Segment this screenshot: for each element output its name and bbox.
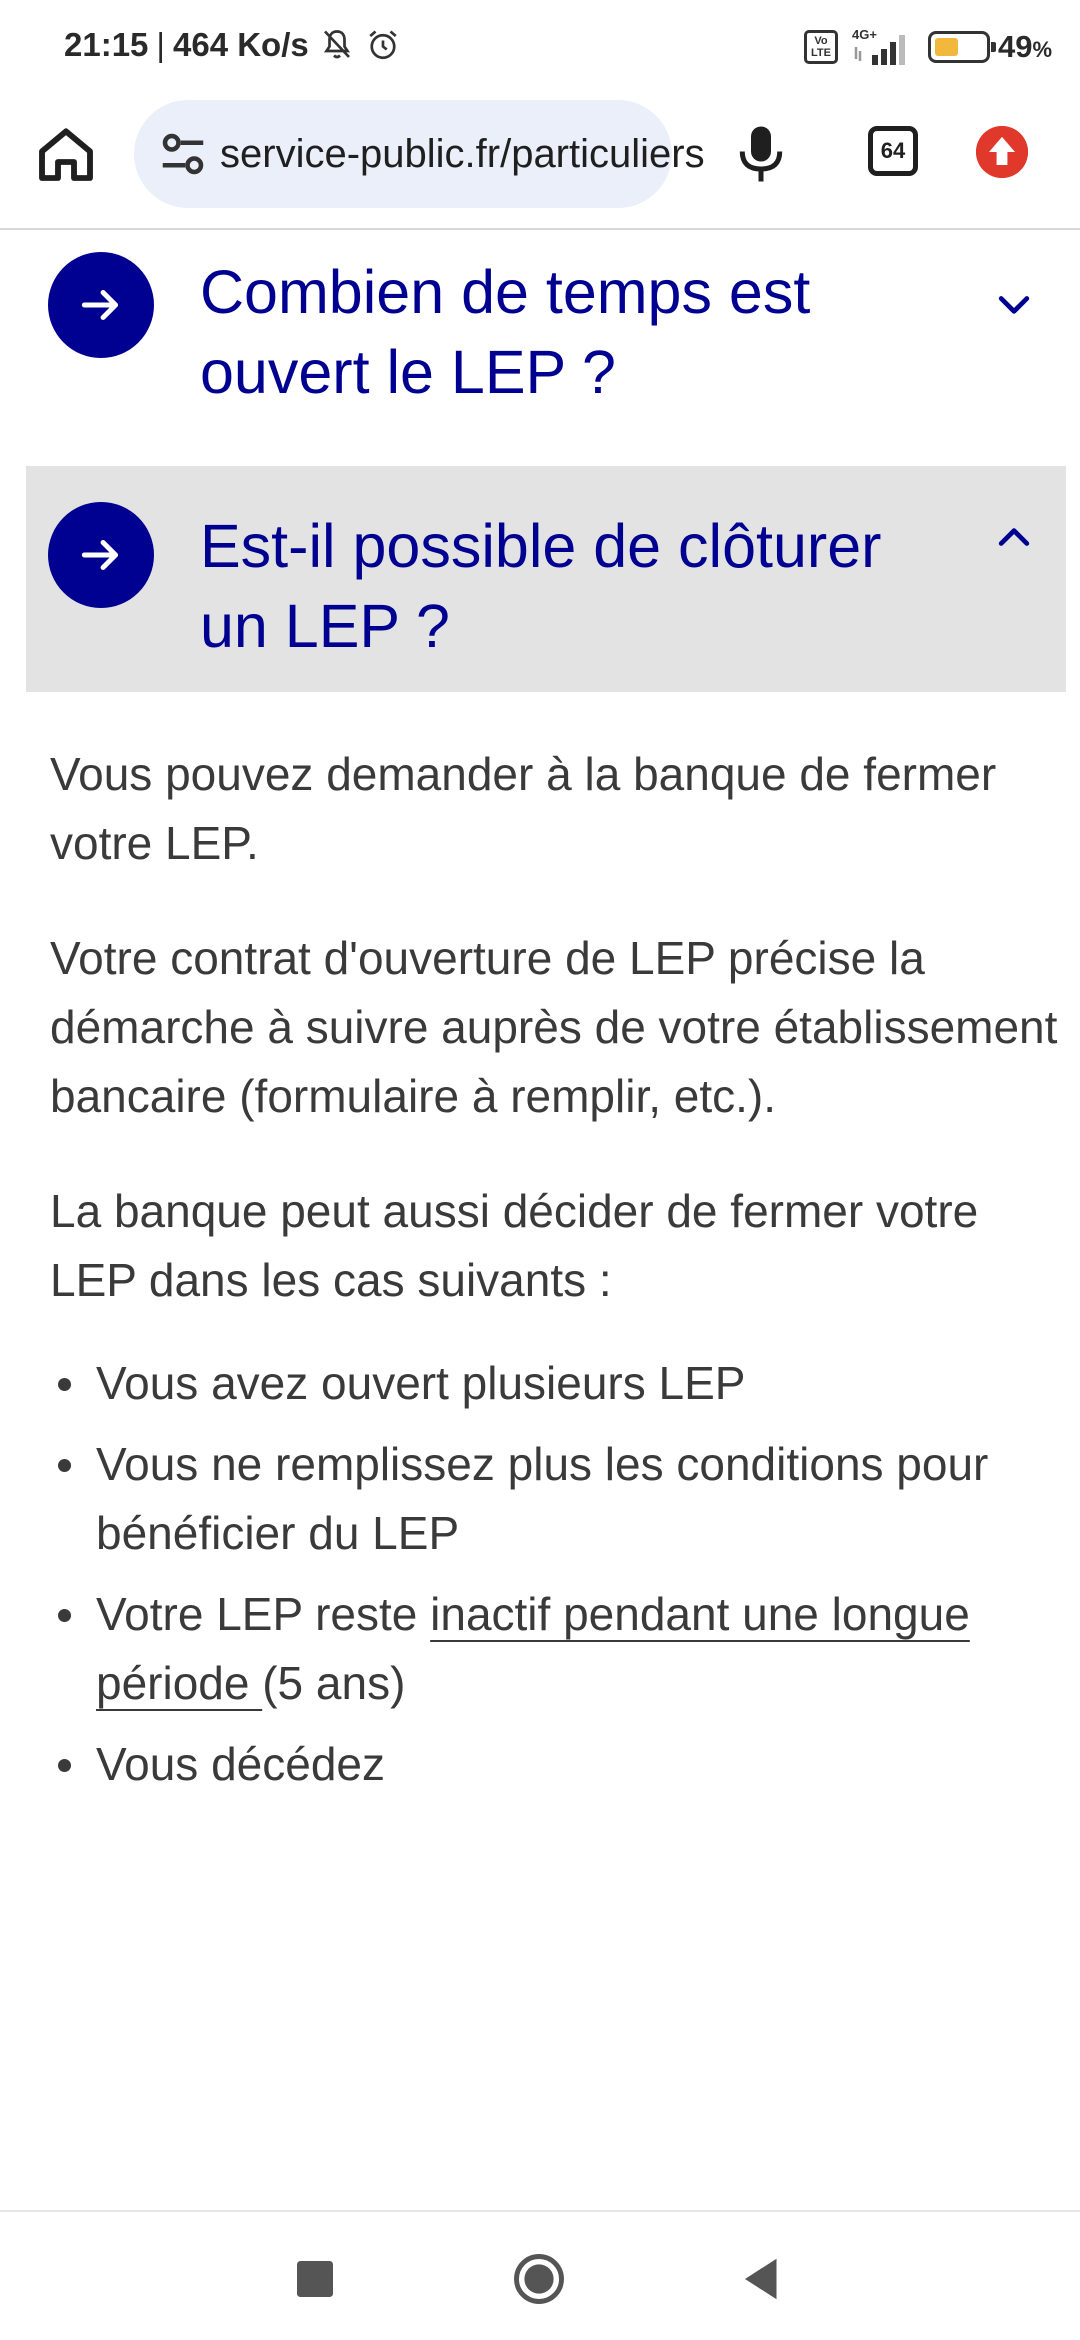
browser-toolbar — [0, 96, 1080, 230]
volte-badge: Vo LTE — [804, 30, 838, 64]
accordion-item-duree[interactable] — [26, 232, 1066, 418]
list-item: Vous avez ouvert plusieurs LEP — [50, 1349, 1070, 1418]
network-speed: 464 Ko/s — [172, 26, 309, 63]
battery — [928, 29, 1052, 65]
cases-list — [50, 1349, 1070, 1799]
accordion-content — [50, 740, 1070, 1811]
battery-icon — [928, 31, 990, 63]
recents-icon[interactable] — [288, 2252, 342, 2306]
site-settings-icon[interactable] — [156, 127, 210, 181]
battery-fill — [935, 38, 959, 56]
paragraph-1: Vous pouvez demander à la banque de fermer votre LEP. — [50, 748, 997, 869]
arrow-right-icon — [48, 502, 154, 608]
back-icon[interactable] — [736, 2252, 790, 2306]
list-item: Vous ne remplissez plus les conditions pour bénéficier du LEP — [50, 1430, 1070, 1568]
chevron-down-icon[interactable] — [992, 282, 1036, 326]
status-bar — [0, 0, 1080, 96]
chevron-up-icon[interactable] — [992, 516, 1036, 560]
status-left — [64, 26, 401, 64]
accordion-title[interactable]: Combien de temps est ouvert le LEP ? — [200, 258, 811, 406]
clock: 21:15 — [64, 26, 149, 63]
microphone-icon[interactable] — [736, 124, 786, 184]
bell-off-icon — [319, 27, 355, 63]
home-icon[interactable] — [34, 122, 98, 186]
list-item: Votre LEP reste inactif pendant une longue période (5 ans) — [50, 1580, 1070, 1718]
signal-icon — [850, 27, 916, 67]
list-item: Vous décédez — [50, 1730, 1070, 1799]
battery-percent: 49% — [997, 29, 1052, 64]
home-button-icon[interactable] — [512, 2252, 566, 2306]
url-text[interactable]: service-public.fr/particuliers — [220, 131, 705, 176]
status-right — [804, 24, 1052, 70]
accordion-item-cloture[interactable] — [26, 466, 1066, 692]
paragraph-3: La banque peut aussi décider de fermer votre LEP dans les cas suivants : — [50, 1185, 979, 1306]
navigation-bar — [0, 2210, 1080, 2340]
update-arrow-icon[interactable] — [976, 126, 1028, 178]
status-separator: | — [156, 26, 165, 63]
accordion-title[interactable]: Est-il possible de clôturer un LEP ? — [200, 512, 882, 660]
paragraph-2: Votre contrat d'ouverture de LEP précise la démarche à suivre auprès de votre établissement bancaire (formulaire à remplir, etc.). — [50, 932, 1058, 1122]
inactive-period-link[interactable]: inactif pendant une longue période — [96, 1588, 970, 1709]
network-type: 4G+ — [851, 27, 877, 42]
alarm-icon — [365, 27, 401, 63]
tab-switcher-button[interactable]: 64 — [868, 126, 918, 176]
address-bar[interactable] — [134, 100, 705, 208]
arrow-right-icon — [48, 252, 154, 358]
